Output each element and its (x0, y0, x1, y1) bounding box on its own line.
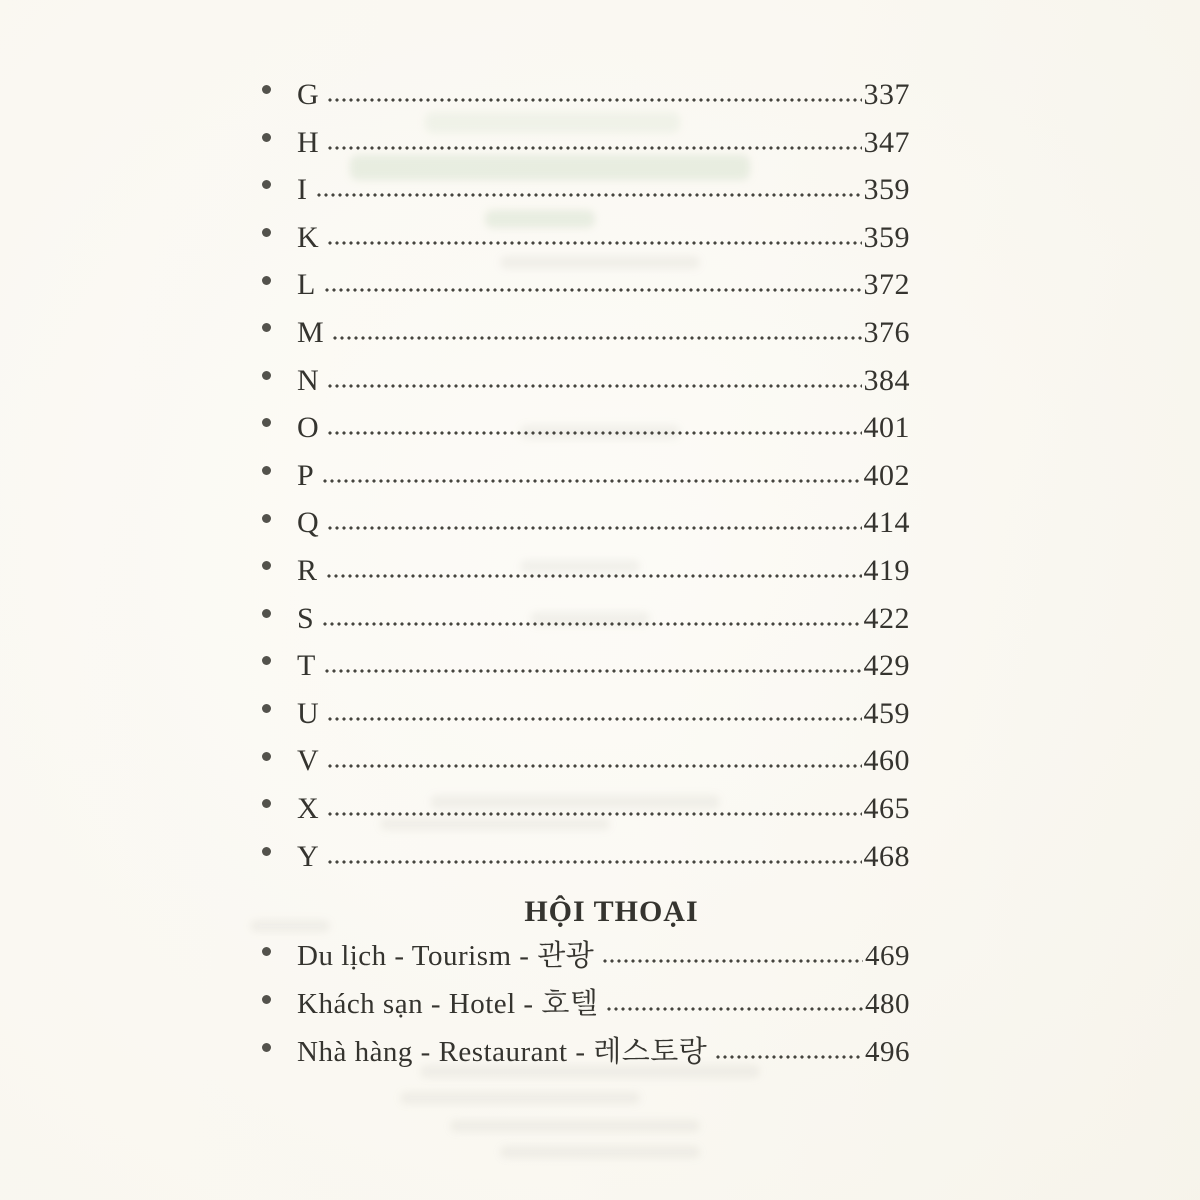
toc-entry-label: U (297, 696, 320, 730)
toc-entry-page-number: 469 (865, 940, 910, 973)
dotted-leader (317, 193, 862, 197)
toc-letter-row (245, 499, 910, 547)
dotted-leader (328, 98, 861, 102)
table-of-contents (245, 71, 910, 1076)
toc-entry-label: S (297, 601, 315, 635)
toc-letter-row (245, 642, 910, 690)
dotted-leader (328, 384, 861, 388)
toc-letter-row (245, 404, 910, 452)
toc-entry-page-number: 459 (863, 696, 910, 730)
toc-entry-page-number: 422 (863, 601, 910, 635)
toc-letter-row (245, 357, 910, 405)
toc-entry-label: Du lịch - Tourism - 관광 (297, 940, 595, 973)
toc-entry-page-number: 337 (863, 78, 910, 111)
bleedthrough-artifact (450, 1120, 700, 1132)
bullet-icon (262, 133, 271, 142)
dotted-leader (328, 241, 861, 245)
bullet-icon (262, 947, 271, 956)
dotted-leader (328, 146, 861, 150)
toc-topic-row (245, 932, 910, 980)
toc-entry-page-number: 414 (863, 506, 910, 540)
dotted-leader (325, 288, 862, 292)
toc-entry-page-number: 480 (865, 988, 910, 1021)
toc-letter-row (245, 785, 910, 833)
dotted-leader (328, 860, 861, 864)
bullet-icon (262, 995, 271, 1004)
toc-entry-label: V (297, 744, 320, 778)
toc-entry-label: L (297, 268, 316, 302)
toc-topic-row (245, 1028, 910, 1076)
toc-entry-page-number: 496 (865, 1036, 910, 1069)
bullet-icon (262, 561, 271, 570)
toc-letter-row (245, 309, 910, 357)
bullet-icon (262, 418, 271, 427)
bleedthrough-artifact (400, 1092, 640, 1104)
bleedthrough-artifact (500, 1146, 700, 1158)
section-heading: HỘI THOẠI (524, 895, 699, 929)
toc-entry-label: Khách sạn - Hotel - 호텔 (297, 988, 599, 1021)
toc-letter-row (245, 690, 910, 738)
toc-entry-label: H (297, 125, 320, 159)
bullet-icon (262, 371, 271, 380)
toc-topic-list (245, 932, 910, 1076)
toc-entry-page-number: 402 (863, 458, 910, 492)
bullet-icon (262, 514, 271, 523)
toc-entry-page-number: 460 (863, 744, 910, 778)
dotted-leader (607, 1007, 863, 1011)
bullet-icon (262, 323, 271, 332)
toc-entry-page-number: 359 (863, 173, 910, 207)
bullet-icon (262, 466, 271, 475)
toc-letter-row (245, 119, 910, 167)
toc-entry-label: I (297, 173, 308, 207)
toc-entry-page-number: 359 (863, 220, 910, 254)
bullet-icon (262, 704, 271, 713)
toc-letter-row (245, 595, 910, 643)
dotted-leader (328, 812, 861, 816)
dotted-leader (328, 764, 861, 768)
dotted-leader (328, 717, 861, 721)
toc-entry-label: X (297, 791, 320, 825)
toc-entry-page-number: 376 (863, 315, 910, 349)
toc-entry-label: Nhà hàng - Restaurant - 레스토랑 (297, 1036, 708, 1069)
toc-letter-row (245, 737, 910, 785)
bullet-icon (262, 276, 271, 285)
toc-entry-label: M (297, 315, 325, 349)
toc-entry-page-number: 465 (863, 791, 910, 825)
bullet-icon (262, 752, 271, 761)
toc-entry-label: R (297, 553, 318, 587)
dotted-leader (327, 574, 862, 578)
toc-entry-page-number: 468 (863, 839, 910, 873)
toc-letter-row (245, 166, 910, 214)
toc-entry-page-number: 384 (863, 363, 910, 397)
toc-entry-page-number: 401 (863, 411, 910, 445)
toc-letter-list (245, 71, 910, 880)
toc-entry-page-number: 372 (863, 268, 910, 302)
dotted-leader (603, 959, 863, 963)
toc-letter-row (245, 452, 910, 500)
dotted-leader (333, 336, 861, 340)
toc-letter-row (245, 214, 910, 262)
dotted-leader (323, 479, 861, 483)
dotted-leader (325, 669, 862, 673)
toc-letter-row (245, 547, 910, 595)
dotted-leader (716, 1055, 863, 1059)
toc-letter-row (245, 833, 910, 881)
toc-entry-label: K (297, 220, 320, 254)
dotted-leader (323, 622, 861, 626)
toc-entry-page-number: 429 (863, 649, 910, 683)
toc-entry-label: T (297, 649, 316, 683)
toc-letter-row (245, 261, 910, 309)
toc-entry-label: O (297, 411, 320, 445)
bullet-icon (262, 656, 271, 665)
bullet-icon (262, 1043, 271, 1052)
toc-entry-label: Y (297, 839, 320, 873)
toc-entry-label: N (297, 363, 320, 397)
dotted-leader (328, 526, 861, 530)
toc-entry-page-number: 419 (863, 553, 910, 587)
bullet-icon (262, 847, 271, 856)
toc-topic-row (245, 980, 910, 1028)
bullet-icon (262, 609, 271, 618)
toc-letter-row (245, 71, 910, 119)
dotted-leader (328, 431, 861, 435)
bullet-icon (262, 799, 271, 808)
toc-entry-label: G (297, 78, 320, 111)
bullet-icon (262, 180, 271, 189)
toc-entry-label: P (297, 458, 315, 492)
bullet-icon (262, 85, 271, 94)
toc-entry-page-number: 347 (863, 125, 910, 159)
toc-entry-label: Q (297, 506, 320, 540)
bullet-icon (262, 228, 271, 237)
